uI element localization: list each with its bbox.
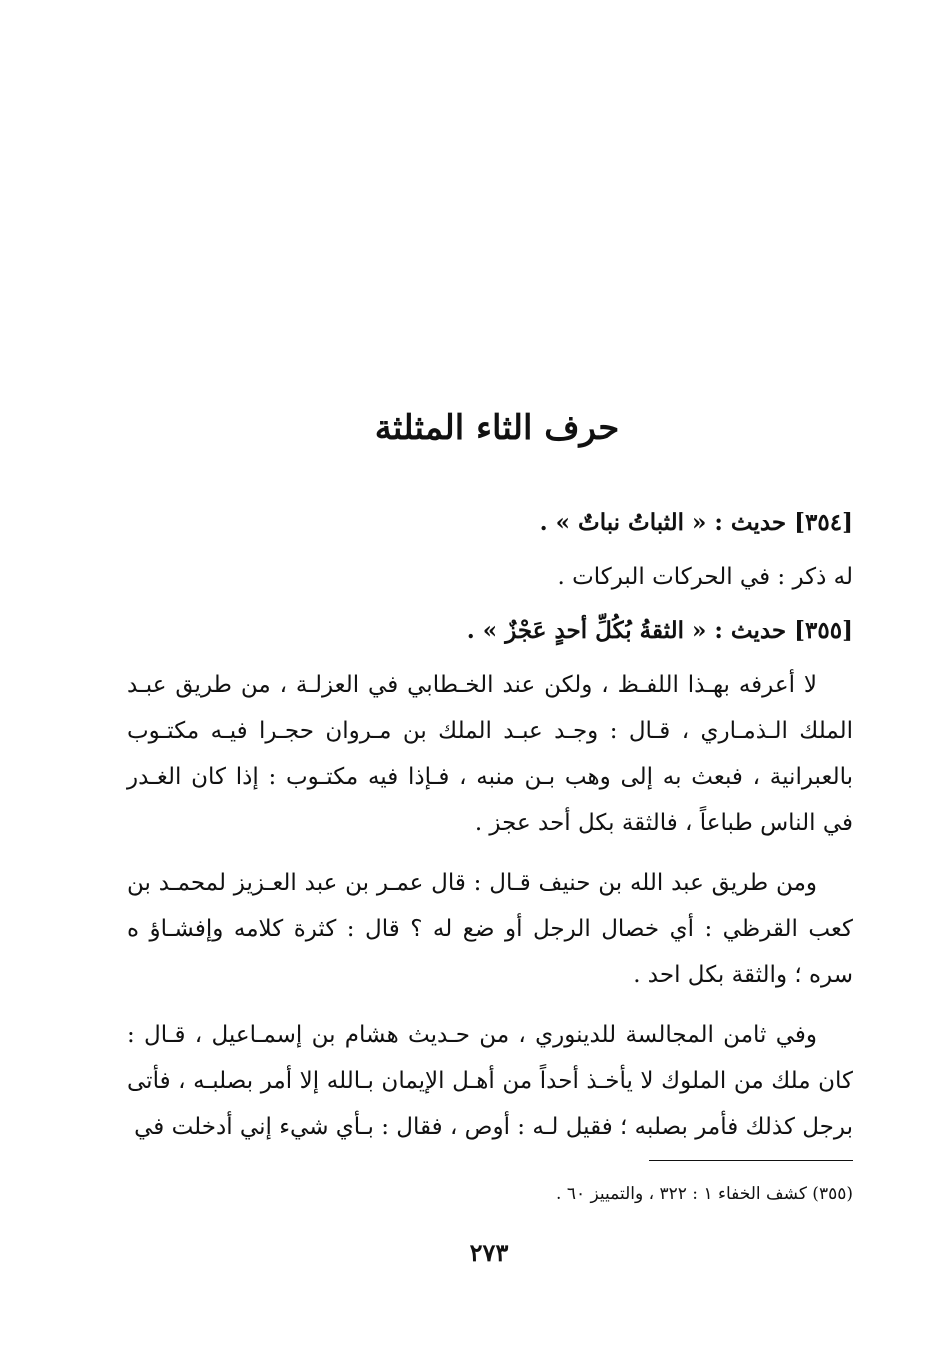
paragraph-3: وفي ثامن المجالسة للدينوري ، من حـديث هشام بن إسمـاعيل ، قـال : كان ملك من الملوك لا يأخـذ أحداً من أهـل الإيمان بـالله إلا أمر بصلبـه ، فأتى برجل كذلك فأمر بصلبه ؛ فقيل لـه : أوص ، فقال : بـأي شيء إني أدخلت في: [127, 1022, 853, 1140]
page-number: ٢٧٣: [469, 1238, 509, 1267]
hadith-entry-355: [٣٥٥] حديث : « الثقةُ بُكُلِّ أحدٍ عَجْزٌ » .: [466, 617, 853, 644]
paragraph-1: لا أعرفه بهـذا اللفـظ ، ولكن عند الخـطابي في العزلـة ، من طريق عبـد الملك الـذمـاري ، قـال : وجـد عبـد الملك بن مـروان حجـرا فيـه مكتـوب بالعبرانية ، فبعث به إلى وهب بـن منبه ، فـإذا فيه مكتـوب : إذا كان الغـدر في الناس طباعاً ، فالثقة بكل أحد عجز .: [127, 672, 853, 836]
hadith-note-354: له ذكر : في الحركات البركات .: [557, 564, 853, 590]
body-text: [127, 500, 853, 1164]
paragraph-2: ومن طريق عبد الله بن حنيف قـال : قال عمـر بن عبد العـزيز لمحمـد بن كعب القرظي : أي خصال الرجل أو ضع له ؟ قال : كثرة كلامه وإفشـاؤ ه سره ؛ والثقة بكل احد .: [127, 870, 853, 988]
footnote: (٣٥٥) كشف الخفاء ١ : ٣٢٢ ، والتمييز ٦٠ .: [556, 1184, 853, 1204]
hadith-entry-354: [٣٥٤] حديث : « الثباتُ نباتٌ » .: [539, 509, 853, 536]
footnote-divider: [649, 1160, 853, 1161]
chapter-title: حرف الثاء المثلثة: [374, 408, 620, 448]
